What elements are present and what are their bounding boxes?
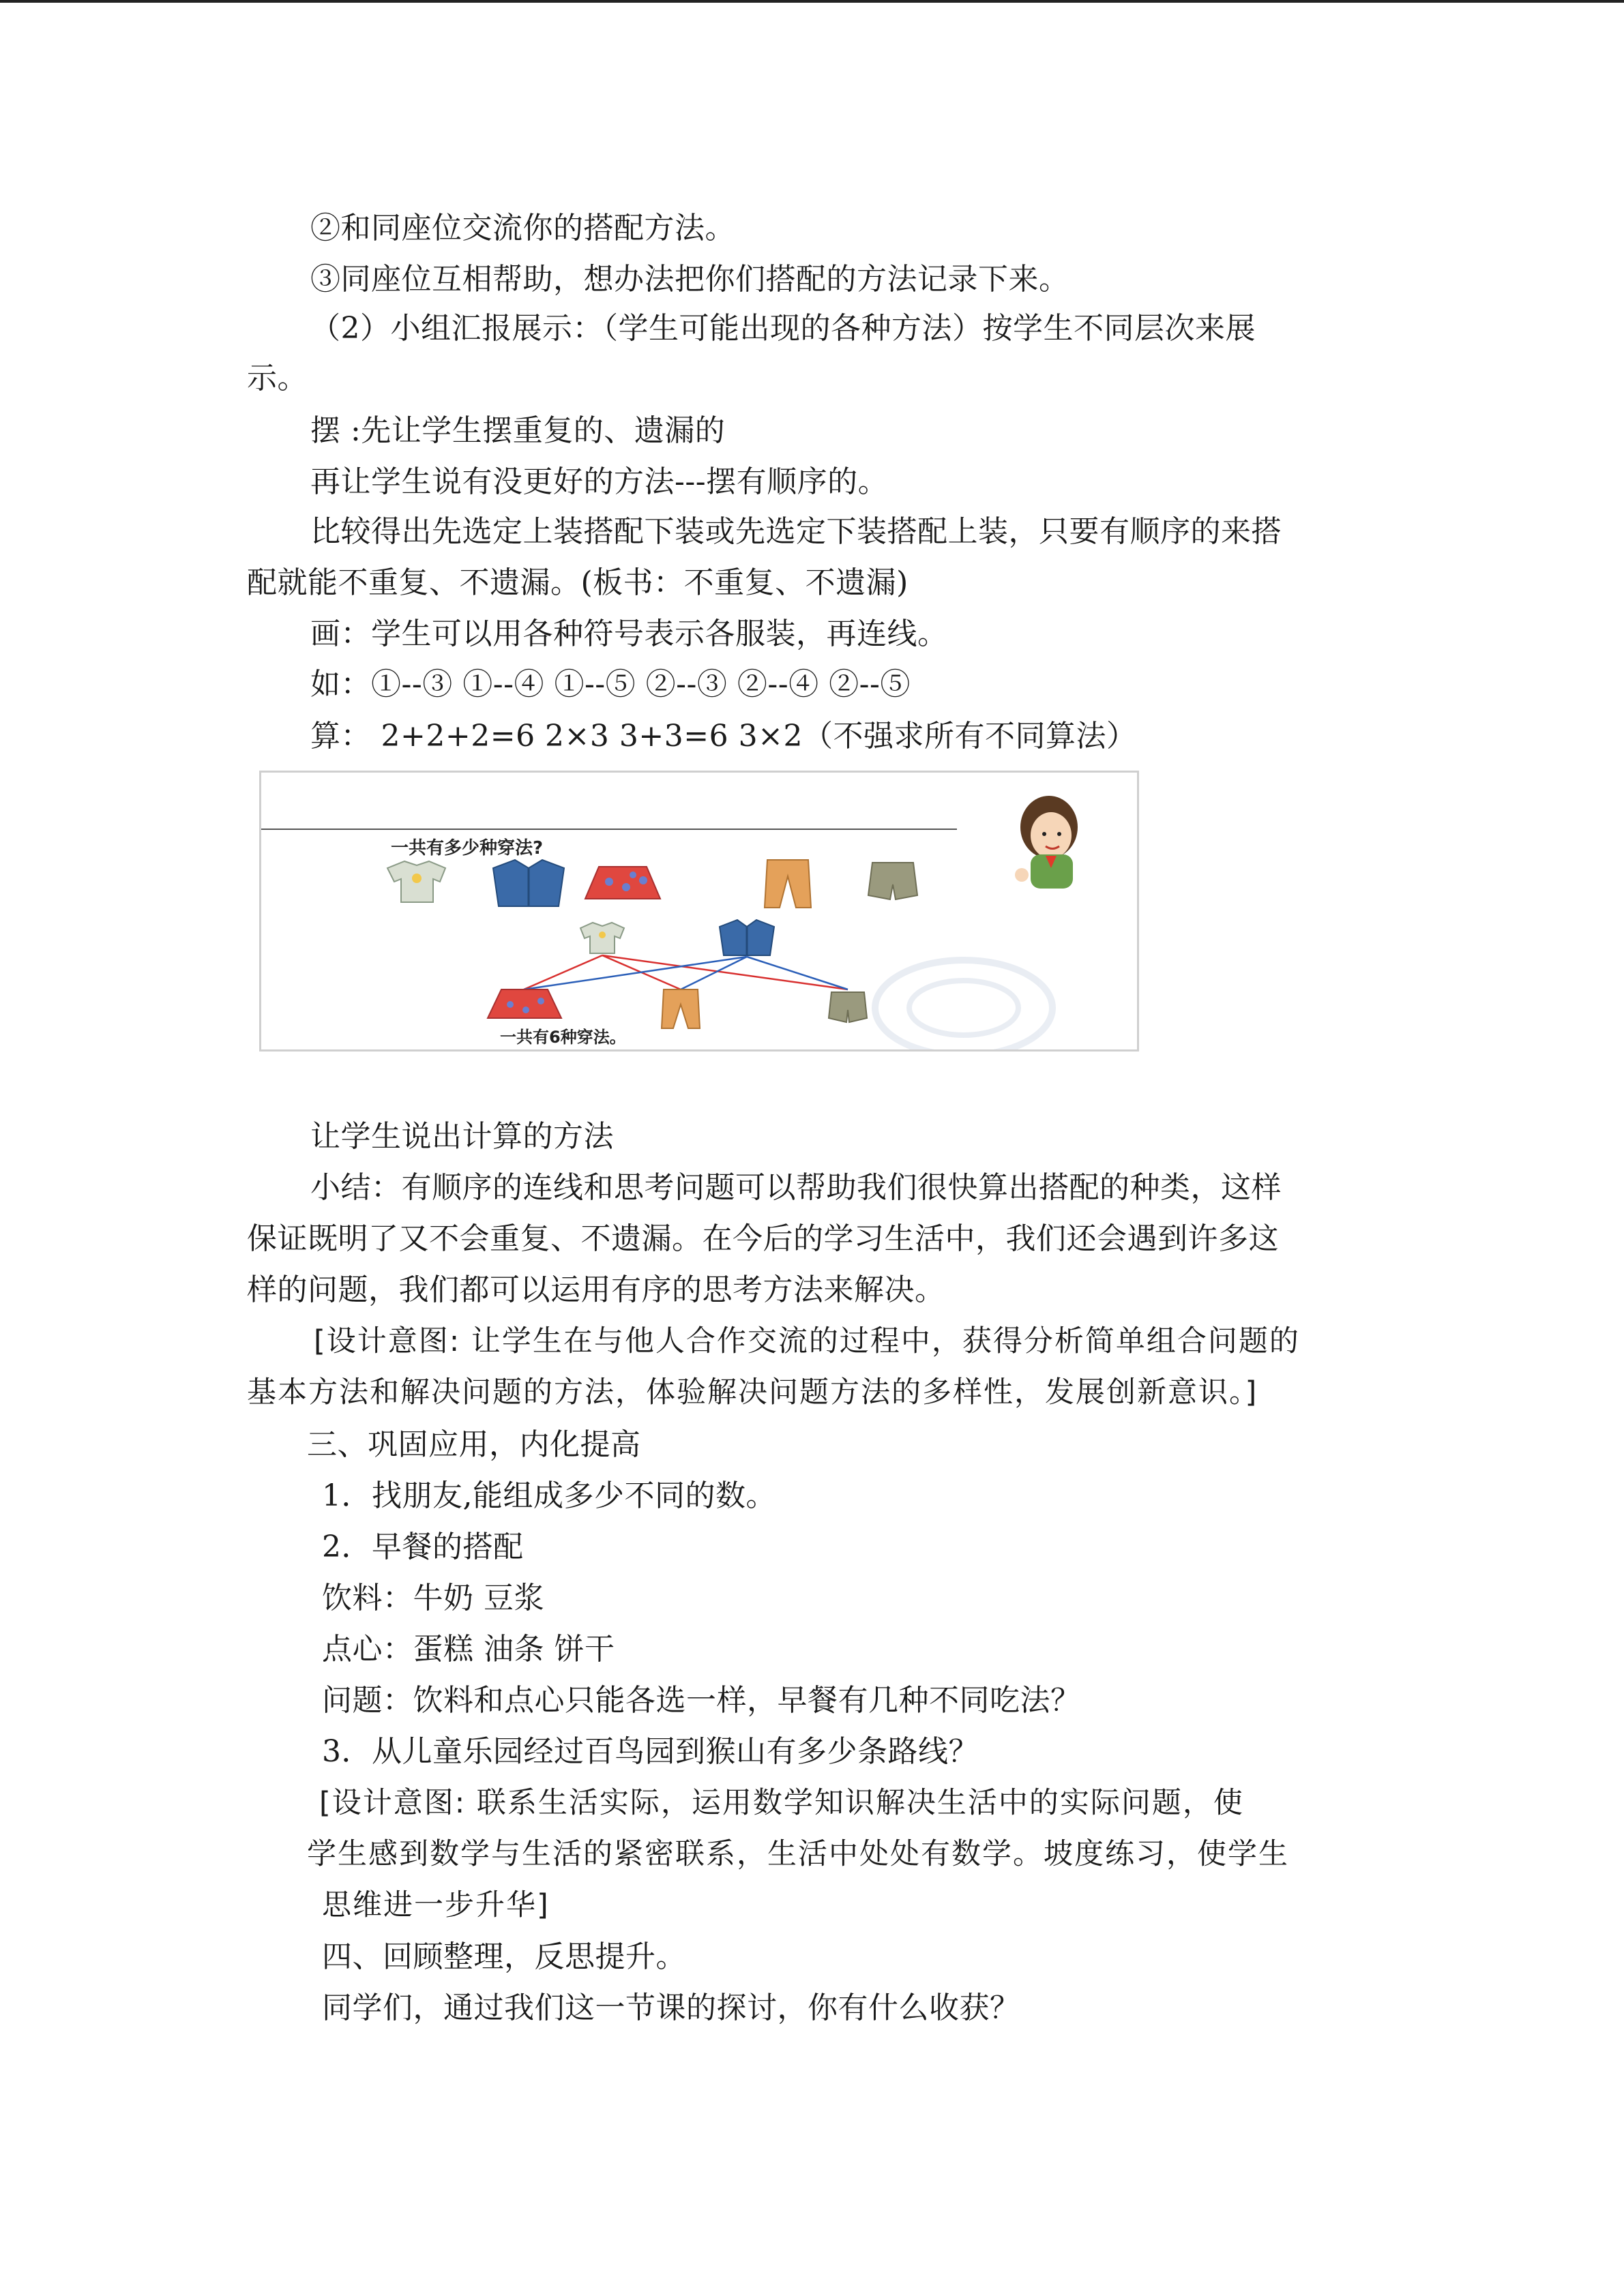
text-line-9: 画：学生可以用各种符号表示各服装，再连线。 bbox=[310, 616, 948, 651]
text-line-10: 如：①--③ ①--④ ①--⑤ ②--③ ②--④ ②--⑤ bbox=[310, 667, 911, 702]
design-intent-2-line-3: 思维进一步升华] bbox=[322, 1888, 550, 1922]
jacket-icon-top bbox=[493, 860, 564, 906]
skirt-icon-top bbox=[585, 867, 660, 899]
text-line-8: 配就能不重复、不遗漏。(板书：不重复、不遗漏) bbox=[247, 565, 909, 600]
text-line-18: 1．找朋友,能组成多少不同的数。 bbox=[322, 1478, 776, 1513]
text-line-3: （2）小组汇报展示：（学生可能出现的各种方法）按学生不同层次来展 bbox=[310, 311, 1256, 346]
text-line-5: 摆 :先让学生摆重复的、遗漏的 bbox=[310, 413, 726, 448]
text-line-20: 饮料：牛奶 豆浆 bbox=[322, 1581, 544, 1615]
section-four-heading: 四、回顾整理，反思提升。 bbox=[322, 1939, 686, 1974]
design-intent-1-line-2: 基本方法和解决问题的方法，体验解决问题方法的多样性，发展创新意识。] bbox=[247, 1375, 1258, 1410]
design-intent-2-line-1: [设计意图: 联系生活实际，运用数学知识解决生活中的实际问题，使 bbox=[319, 1786, 1244, 1820]
text-line-29: 同学们，通过我们这一节课的探讨，你有什么收获？ bbox=[322, 1991, 1020, 2025]
design-intent-1-line-1: [设计意图: 让学生在与他人合作交流的过程中，获得分析简单组合问题的 bbox=[314, 1324, 1300, 1358]
trousers-icon-top bbox=[765, 860, 811, 908]
watermark-logo bbox=[875, 960, 1052, 1049]
jacket-icon-middle bbox=[720, 920, 774, 955]
text-line-19: 2．早餐的搭配 bbox=[322, 1530, 524, 1564]
tshirt-icon-top bbox=[387, 861, 445, 902]
text-line-4: 示。 bbox=[247, 361, 308, 396]
skirt-icon-bottom bbox=[488, 989, 561, 1018]
shorts-icon-bottom bbox=[829, 992, 867, 1022]
text-line-23: 3．从儿童乐园经过百鸟园到猴山有多少条路线？ bbox=[322, 1734, 979, 1769]
shorts-icon-top bbox=[868, 863, 917, 899]
design-intent-2-line-2: 学生感到数学与生活的紧密联系，生活中处处有数学。坡度练习，使学生 bbox=[307, 1837, 1289, 1871]
figure-illustration bbox=[261, 773, 1137, 1049]
text-line-14: 保证既明了又不会重复、不遗漏。在今后的学习生活中，我们还会遇到许多这 bbox=[247, 1221, 1279, 1256]
text-line-6: 再让学生说有没更好的方法---摆有顺序的。 bbox=[310, 464, 889, 499]
figure-question: 一共有多少种穿法? bbox=[391, 838, 544, 859]
matching-lines bbox=[524, 955, 848, 989]
text-line-21: 点心：蛋糕 油条 饼干 bbox=[322, 1632, 615, 1667]
text-line-22: 问题：饮料和点心只能各选一样，早餐有几种不同吃法？ bbox=[322, 1683, 1081, 1718]
text-line-15: 样的问题，我们都可以运用有序的思考方法来解决。 bbox=[247, 1272, 945, 1307]
tshirt-icon-middle bbox=[580, 923, 624, 953]
text-line-2: ③同座位互相帮助，想办法把你们搭配的方法记录下来。 bbox=[310, 262, 1069, 297]
text-line-11: 算： 2+2+2=6 2×3 3+3=6 3×2（不强求所有不同算法） bbox=[310, 719, 1137, 754]
text-line-13: 小结：有顺序的连线和思考问题可以帮助我们很快算出搭配的种类，这样 bbox=[310, 1170, 1282, 1205]
figure-answer: 一共有6种穿法。 bbox=[500, 1028, 626, 1047]
section-three-heading: 三、巩固应用，内化提高 bbox=[307, 1427, 641, 1462]
trousers-icon-bottom bbox=[662, 989, 700, 1028]
page-top-border bbox=[0, 0, 1624, 3]
text-line-12: 让学生说出计算的方法 bbox=[310, 1119, 614, 1154]
clothing-matching-figure bbox=[259, 771, 1139, 1052]
text-line-7: 比较得出先选定上装搭配下装或先选定下装搭配上装，只要有顺序的来搭 bbox=[310, 514, 1282, 549]
text-line-1: ②和同座位交流你的搭配方法。 bbox=[310, 211, 735, 245]
teacher-cartoon-icon bbox=[1015, 796, 1078, 889]
